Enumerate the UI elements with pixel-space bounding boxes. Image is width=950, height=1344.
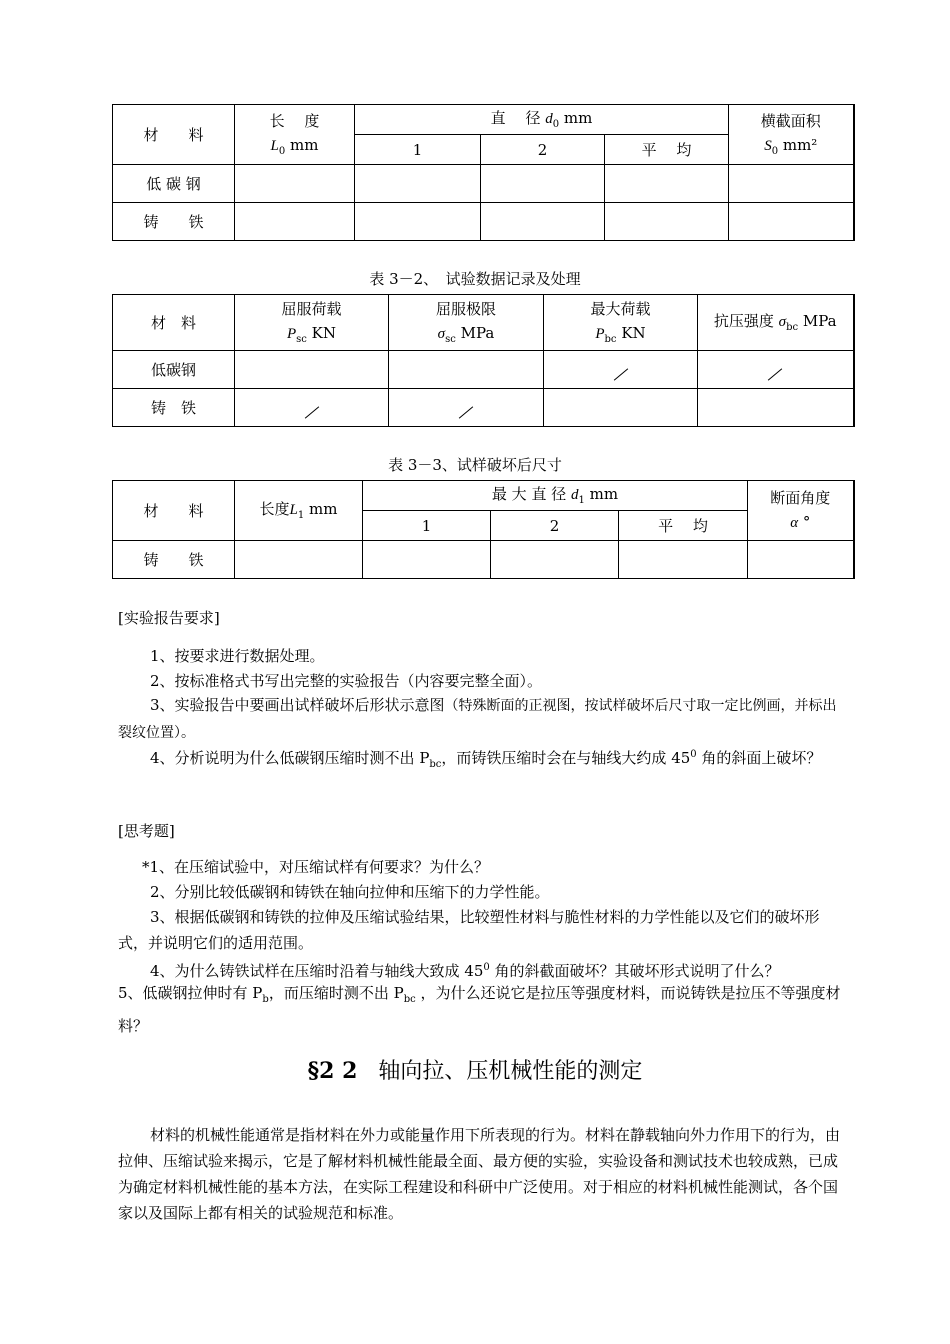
report-item-2: 2、按标准格式书写出完整的实验报告（内容要完整全面）。 [150,672,543,690]
subheader-1: 1 [355,135,481,165]
report-item-4: 4、分析说明为什么低碳钢压缩时测不出 $P_{bc}$，而铸铁压缩时会在与轴线大约成 $45^0$ 角的斜面上破坏？ [150,749,822,770]
subheader-2: 2 [481,135,605,165]
table-test-data [112,294,855,427]
table-row [113,541,854,579]
report-item-3: 3、实验报告中要画出试样破坏后形状示意图（特殊断面的正视图，按试样破坏后尺寸取一定比例画，并标出裂纹位置）。 [118,696,837,741]
table-post-failure-dimensions [112,480,855,579]
row-label: 铸 铁 [113,389,235,427]
header-yield-load: 屈服荷载 $P_{sc}$ KN [235,295,389,351]
subheader-average: 平 均 [605,135,729,165]
row-label: 低 碳 钢 [113,165,235,203]
table-row [113,351,854,389]
section-heading [0,1054,950,1085]
header-length: 长度$L_1$ mm [235,481,363,541]
section-title: 轴向拉、压机械性能的测定 [378,1059,643,1084]
header-max-load: 最大荷载 $P_{bc}$ KN [544,295,698,351]
table-row [113,165,854,203]
question-5: 5、低碳钢拉伸时有 $P_b$，而压缩时测不出 $P_{bc}$ ，为什么还说它是拉压等强度材料，而说铸铁是拉压不等强度材料？ [118,984,841,1035]
row-label: 铸 铁 [113,541,235,579]
body-paragraph: 材料的机械性能通常是指材料在外力或能量作用下所表现的行为。材料在静载轴向外力作用下的行为，由拉伸、压缩试验来揭示，它是了解材料机械性能最全面、最方便的实验，实验设备和测试技术也较成熟，已成为确定材料机械性能的基本方法，在实际工程建设和科研中广泛使用。对于相应的材料机械性能测试，各个国家以及国际上都有相关的试验规范和标准。 [118,1126,841,1222]
table-specimen-dimensions [112,104,855,241]
row-label: 低碳钢 [113,351,235,389]
not-applicable-slash [768,368,782,380]
questions-title: [思考题] [118,822,175,840]
subheader-average: 平 均 [619,511,748,541]
header-diameter: 直 径 $d_0$ mm [355,105,729,135]
table2-caption: 表 3－2、 试验数据记录及处理 [369,270,581,288]
not-applicable-slash [304,406,318,418]
header-material: 材 料 [113,481,235,541]
table3-caption: 表 3－3、试样破坏后尺寸 [388,456,562,474]
question-1: *1、在压缩试验中，对压缩试样有何要求？为什么？ [142,858,490,876]
header-fracture-angle: 断面角度 α ° [748,481,854,541]
question-2: 2、分别比较低碳钢和铸铁在轴向拉伸和压缩下的力学性能。 [150,883,550,901]
report-requirements-title: [实验报告要求] [118,609,220,627]
header-yield-limit: 屈服极限 $\sigma_{sc}$ MPa [389,295,544,351]
section-number: §2 2 [307,1058,358,1084]
header-cross-section-area: 横截面积 $S_0$ mm² [729,105,854,165]
table-row [113,389,854,427]
not-applicable-slash [459,406,473,418]
question-3: 3、根据低碳钢和铸铁的拉伸及压缩试验结果，比较塑性材料与脆性材料的力学性能以及它们的破坏形式，并说明它们的适用范围。 [118,908,820,952]
header-compressive-strength: 抗压强度 $\sigma_{bc}$ MPa [698,295,854,351]
not-applicable-slash [613,368,627,380]
table-row [113,203,854,241]
report-item-1: 1、按要求进行数据处理。 [150,647,325,665]
header-max-diameter: 最 大 直 径 $d_1$ mm [363,481,748,511]
subheader-1: 1 [363,511,491,541]
header-length: 长 度 $L_0$ mm [235,105,355,165]
subheader-2: 2 [491,511,619,541]
header-material: 材 料 [113,295,235,351]
row-label: 铸 铁 [113,203,235,241]
header-material: 材 料 [113,105,235,165]
question-4: 4、为什么铸铁试样在压缩时沿着与轴线大致成 $45^0$ 角的斜截面破坏？其破坏形式说明了什么？ [150,962,780,980]
